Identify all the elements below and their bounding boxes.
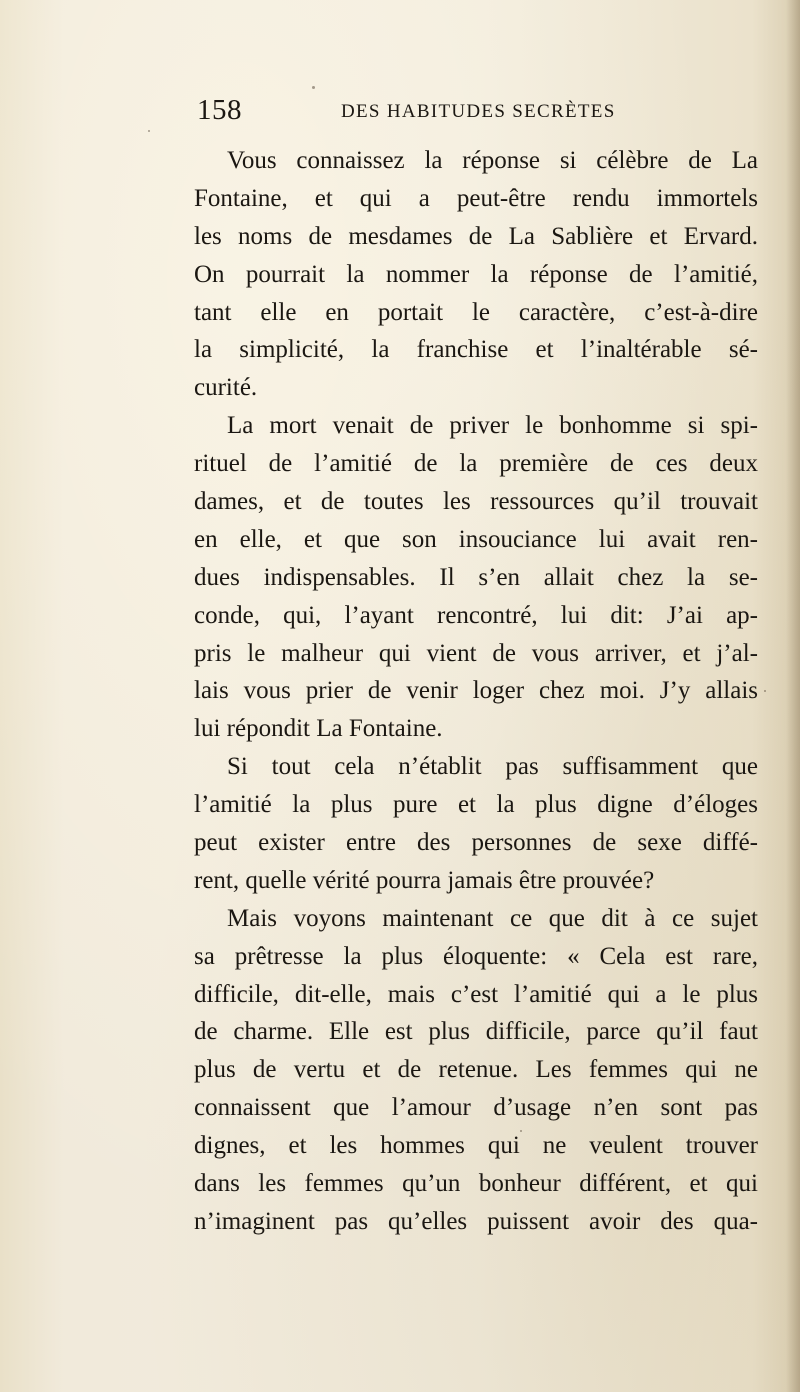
- page-edge-shadow: [786, 0, 800, 1392]
- text-line: dues indispensables. Il s’en allait chez la se-: [194, 563, 758, 591]
- text-line: lui répondit La Fontaine.: [194, 715, 443, 743]
- running-title: DES HABITUDES SECRÈTES: [341, 101, 616, 122]
- text-line: pris le malheur qui vient de vous arriver, et j’al-: [194, 639, 758, 667]
- text-line: dans les femmes qu’un bonheur différent, et qui: [194, 1170, 758, 1198]
- paper-speck: [764, 690, 766, 692]
- paper-speck: [520, 1130, 522, 1132]
- text-line: rent, quelle vérité pourra jamais être prouvée?: [194, 866, 655, 894]
- text-line: Fontaine, et qui a peut-être rendu immortels: [194, 184, 758, 212]
- body-text: [194, 142, 758, 1241]
- paper-speck: [312, 86, 315, 89]
- text-line: On pourrait la nommer la réponse de l’amitié,: [194, 260, 758, 288]
- text-line: n’imaginent pas qu’elles puissent avoir des qua-: [194, 1207, 758, 1235]
- text-line: difficile, dit-elle, mais c’est l’amitié qui a le plus: [194, 980, 758, 1008]
- text-line: La mort venait de priver le bonhomme si spi-: [227, 412, 758, 440]
- text-line: plus de vertu et de retenue. Les femmes qui ne: [194, 1056, 758, 1084]
- paper-speck: [366, 1180, 368, 1182]
- text-line: conde, qui, l’ayant rencontré, lui dit: J’ai ap-: [194, 601, 758, 629]
- text-line: la simplicité, la franchise et l’inaltérable sé-: [194, 336, 758, 364]
- text-line: connaissent que l’amour d’usage n’en sont pas: [194, 1094, 758, 1122]
- text-line: rituel de l’amitié de la première de ces deux: [194, 450, 758, 478]
- text-line: l’amitié la plus pure et la plus digne d’éloges: [194, 791, 758, 819]
- text-line: Si tout cela n’établit pas suffisamment que: [227, 753, 758, 781]
- text-line: de charme. Elle est plus difficile, parce qu’il faut: [194, 1018, 758, 1046]
- paper-speck: [148, 130, 150, 132]
- text-line: lais vous prier de venir loger chez moi. J’y allais: [194, 677, 758, 705]
- text-line: en elle, et que son insouciance lui avait ren-: [194, 525, 758, 553]
- text-line: Mais voyons maintenant ce que dit à ce sujet: [227, 904, 758, 932]
- text-line: tant elle en portait le caractère, c’est-à-dire: [194, 298, 758, 326]
- text-line: dignes, et les hommes qui ne veulent trouver: [194, 1132, 758, 1160]
- text-line: dames, et de toutes les ressources qu’il trouvait: [194, 488, 758, 516]
- text-line: les noms de mesdames de La Sablière et Ervard.: [194, 222, 758, 250]
- text-line: sa prêtresse la plus éloquente: « Cela est rare,: [194, 942, 758, 970]
- text-line: peut exister entre des personnes de sexe diffé-: [194, 829, 758, 857]
- running-head: [197, 94, 757, 130]
- page-number: 158: [197, 94, 242, 126]
- text-line: Vous connaissez la réponse si célèbre de La: [227, 147, 758, 174]
- text-line: curité.: [194, 374, 258, 402]
